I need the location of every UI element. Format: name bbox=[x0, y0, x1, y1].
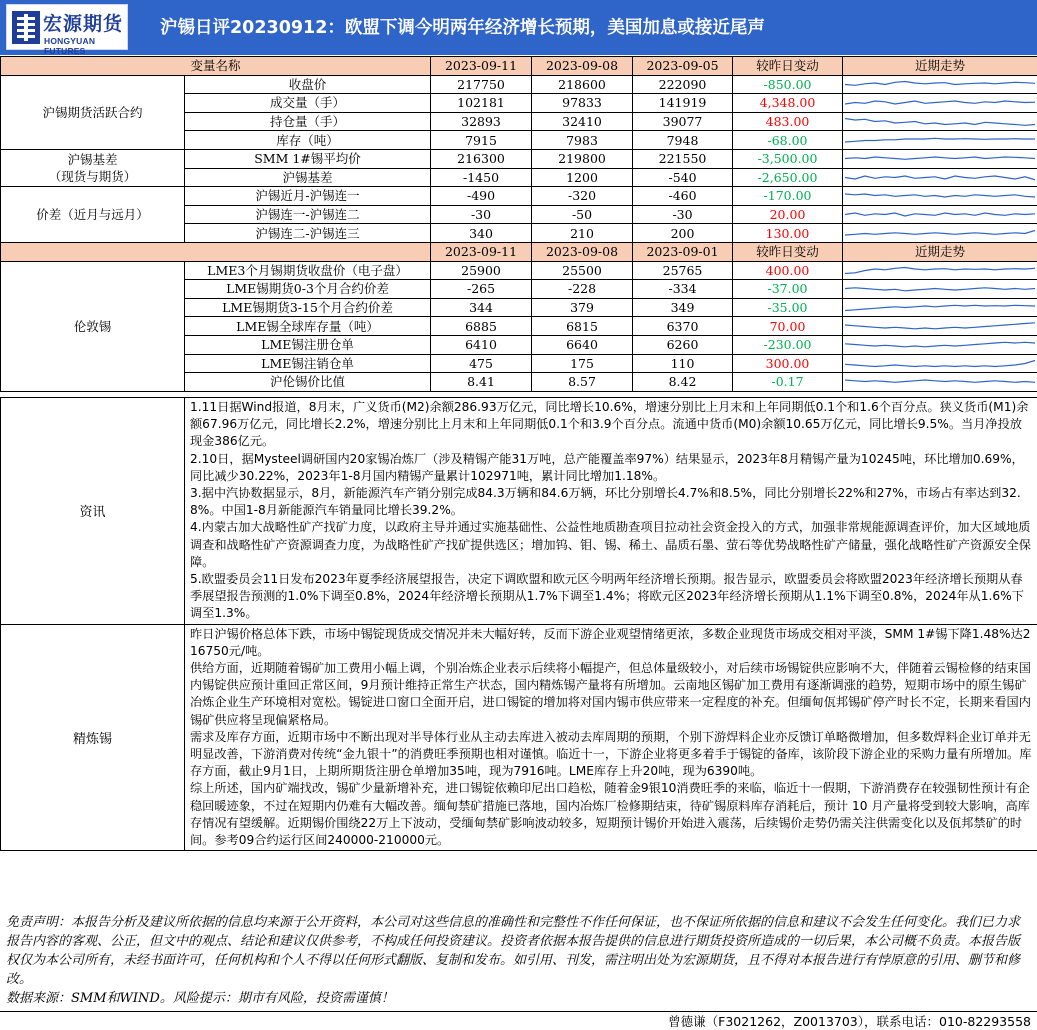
trend-line bbox=[845, 288, 1035, 291]
group-label: 价差（近月与远月） bbox=[1, 187, 185, 243]
value-date-1: 475 bbox=[431, 354, 532, 373]
value-date-3: 349 bbox=[633, 298, 733, 317]
value-date-1: -490 bbox=[431, 187, 532, 206]
trend-cell bbox=[843, 298, 1037, 317]
value-date-2: 6640 bbox=[532, 335, 633, 354]
table-row bbox=[1, 261, 1037, 280]
value-date-1: 25900 bbox=[431, 261, 532, 280]
trend-cell bbox=[843, 75, 1037, 94]
value-date-2: -228 bbox=[532, 280, 633, 299]
news-content bbox=[185, 398, 1037, 625]
trend-line bbox=[845, 213, 1035, 216]
change-value: -3,500.00 bbox=[733, 149, 843, 168]
value-date-2: 218600 bbox=[532, 75, 633, 94]
value-date-1: 340 bbox=[431, 224, 532, 243]
value-date-1: -265 bbox=[431, 280, 532, 299]
value-date-1: -1450 bbox=[431, 168, 532, 187]
data-source-text: 数据来源：SMM和WIND。风险提示：期市有风险，投资需谨慎！ bbox=[6, 991, 394, 1006]
news-label: 资讯 bbox=[1, 398, 185, 625]
trend-line bbox=[845, 305, 1035, 310]
variable-name: 成交量（手） bbox=[185, 94, 431, 113]
news-item: 5.欧盟委员会11日发布2023年夏季经济展望报告，决定下调欧盟和欧元区今明两年经济增长预期。报告显示，欧盟委员会将欧盟2023年经济增长预期从春季展望报告预测的1.0%下调至0.8%，2024年经济增长预期从1.7%下调至1.4%；将欧元区2023年经济增长预期从1.1%下调至0.8%，2024年从1.6%下调至1.3%。 bbox=[190, 572, 1024, 621]
change-value: 4,348.00 bbox=[733, 94, 843, 113]
logo-english-name: HONGYUAN FUTURES bbox=[44, 36, 96, 56]
value-date-1: 102181 bbox=[431, 94, 532, 113]
change-value: -2,650.00 bbox=[733, 168, 843, 187]
header-change: 较昨日变动 bbox=[733, 57, 843, 76]
trend-cell bbox=[843, 354, 1037, 373]
table-row bbox=[1, 187, 1037, 206]
value-date-1: 32893 bbox=[431, 112, 532, 131]
trend-line bbox=[845, 101, 1035, 104]
news-item: 3.据中汽协数据显示，8月，新能源汽车产销分别完成84.3万辆和84.6万辆，环比分别增长4.7%和8.5%，同比分别增长22%和27%，市场占有率达到32.8%。中国1-8月新能源汽车销量同比增长39.2%。 bbox=[190, 486, 1021, 518]
title-banner bbox=[0, 0, 1037, 55]
trend-line bbox=[845, 230, 1035, 235]
analysis-row bbox=[1, 624, 1037, 851]
value-date-3: 39077 bbox=[633, 112, 733, 131]
table-row bbox=[1, 149, 1037, 168]
trend-line bbox=[845, 157, 1035, 159]
value-date-1: 6885 bbox=[431, 317, 532, 336]
header-trend: 近期走势 bbox=[843, 242, 1037, 261]
disclaimer bbox=[0, 910, 1037, 1010]
change-value: 483.00 bbox=[733, 112, 843, 131]
trend-cell bbox=[843, 187, 1037, 206]
trend-line bbox=[845, 343, 1035, 348]
value-date-3: 141919 bbox=[633, 94, 733, 113]
value-date-3: -30 bbox=[633, 205, 733, 224]
trend-line bbox=[845, 119, 1035, 126]
trend-sparkline bbox=[845, 77, 1035, 92]
header-date-3: 2023-09-05 bbox=[633, 57, 733, 76]
trend-line bbox=[845, 176, 1035, 180]
group-label: 沪锡期货活跃合约 bbox=[1, 75, 185, 149]
trend-cell bbox=[843, 280, 1037, 299]
analysis-paragraph: 需求及库存方面，近期市场中不断出现对半导体行业从主动去库进入被动去库周期的预期，个别下游焊料企业亦反馈订单略微增加，但多数焊料企业订单并无明显改善，下游消费对传统“金九银十”的消费旺季预期也相对谨慎。临近十一，下游企业将更多着手于锡锭的备库，该阶段下游企业的采购力量有所增加。库存方面，截止9月1日，上期所期货注册仓单增加35吨，现为7916吨。LME库存上升20吨，现为6390吨。 bbox=[190, 729, 1032, 779]
header-date-2: 2023-09-08 bbox=[532, 57, 633, 76]
value-date-1: 7915 bbox=[431, 131, 532, 150]
trend-sparkline bbox=[845, 356, 1035, 371]
trend-cell bbox=[843, 335, 1037, 354]
analyst-contact: 曾德谦（F3021262，Z0013703），联系电话：010-82293558 bbox=[0, 1011, 1037, 1030]
trend-sparkline bbox=[845, 133, 1035, 148]
value-date-2: 8.57 bbox=[532, 373, 633, 392]
trend-cell bbox=[843, 317, 1037, 336]
variable-name: SMM 1#锡平均价 bbox=[185, 149, 431, 168]
report-title: 沪锡日评20230912：欧盟下调今明两年经济增长预期，美国加息或接近尾声 bbox=[160, 18, 765, 38]
trend-line bbox=[845, 380, 1035, 382]
value-date-3: 222090 bbox=[633, 75, 733, 94]
trend-sparkline bbox=[845, 95, 1035, 110]
value-date-3: 7948 bbox=[633, 131, 733, 150]
news-item: 1.11日据Wind报道，8月末，广义货币(M2)余额286.93万亿元，同比增长10.6%，增速分别比上月末和上年同期低0.1个和1.6个百分点。狭义货币(M1)余额67.96万亿元，同比增长2.2%，增速分别比上月末和上年同期低0.1个和3.9个百分点。流通中货币(M0)余额10.65万亿元，同比增长9.5%。当月净投放现金386亿元。 bbox=[190, 400, 1029, 449]
variable-name: 沪锡连二-沪锡连三 bbox=[185, 224, 431, 243]
trend-line bbox=[845, 322, 1035, 328]
value-date-3: 200 bbox=[633, 224, 733, 243]
header-date-3: 2023-09-01 bbox=[633, 242, 733, 261]
value-date-2: -50 bbox=[532, 205, 633, 224]
value-date-3: 6370 bbox=[633, 317, 733, 336]
table-header-row bbox=[1, 57, 1037, 76]
trend-cell bbox=[843, 131, 1037, 150]
value-date-2: 219800 bbox=[532, 149, 633, 168]
trend-sparkline bbox=[845, 226, 1035, 241]
value-date-3: 221550 bbox=[633, 149, 733, 168]
trend-cell bbox=[843, 94, 1037, 113]
table-header-row-lme bbox=[1, 242, 1037, 261]
header-variable-name: 变量名称 bbox=[1, 57, 431, 76]
value-date-2: 379 bbox=[532, 298, 633, 317]
variable-name: 沪锡近月-沪锡连一 bbox=[185, 187, 431, 206]
value-date-1: 6410 bbox=[431, 335, 532, 354]
header-date-2: 2023-09-08 bbox=[532, 242, 633, 261]
variable-name: 沪锡基差 bbox=[185, 168, 431, 187]
header-change: 较昨日变动 bbox=[733, 242, 843, 261]
value-date-2: 175 bbox=[532, 354, 633, 373]
trend-sparkline bbox=[845, 300, 1035, 315]
change-value: 70.00 bbox=[733, 317, 843, 336]
variable-name: LME锡期货3-15个月合约价差 bbox=[185, 298, 431, 317]
trend-line bbox=[845, 194, 1035, 197]
variable-name: LME锡注册仓单 bbox=[185, 335, 431, 354]
trend-cell bbox=[843, 224, 1037, 243]
change-value: -35.00 bbox=[733, 298, 843, 317]
market-data-table bbox=[0, 56, 1037, 392]
trend-line bbox=[845, 267, 1035, 273]
trend-line bbox=[845, 138, 1035, 142]
value-date-3: -460 bbox=[633, 187, 733, 206]
value-date-1: -30 bbox=[431, 205, 532, 224]
group-label: 沪锡基差 （现货与期货） bbox=[1, 149, 185, 186]
trend-cell bbox=[843, 149, 1037, 168]
value-date-2: 1200 bbox=[532, 168, 633, 187]
news-item: 2.10日，据Mysteel调研国内20家锡冶炼厂（涉及精锡产能31万吨，总产能覆盖率97%）结果显示，2023年8月精锡产量为10245吨，环比增加0.69%，同比减少30.22%，2023年1-8月国内精锡产量累计102971吨，累计同比增加1.18%。 bbox=[190, 451, 1024, 483]
news-item: 4.内蒙古加大战略性矿产找矿力度，以政府主导并通过实施基础性、公益性地质勘查项目拉动社会资金投入的方式，加强非常规能源调查评价，加大区域地质调查和战略性矿产资源调查力度，为战略性矿产找矿提供选区；增加钨、钼、锡、稀土、晶质石墨、萤石等优势战略性矿产储量，强化战略性矿产资源安全保障。 bbox=[190, 520, 1031, 569]
trend-cell bbox=[843, 112, 1037, 131]
trend-cell bbox=[843, 168, 1037, 187]
variable-name: LME锡注销仓单 bbox=[185, 354, 431, 373]
variable-name: 收盘价 bbox=[185, 75, 431, 94]
value-date-2: -320 bbox=[532, 187, 633, 206]
trend-sparkline bbox=[845, 319, 1035, 334]
header-date-1: 2023-09-11 bbox=[431, 57, 532, 76]
analysis-paragraph: 供给方面，近期随着锡矿加工费用小幅上调，个别冶炼企业表示后续将小幅提产，但总体量级较小，对后续市场锡锭供应影响不大，伴随着云锡检修的结束国内锡锭供应预计重回正常区间，9月预计维持正常生产状态，国内精炼锡产量将有所增加。云南地区锡矿加工费用有逐渐调涨的趋势，短期市场中的原生锡矿冶炼企业生产环境相对宽松。锡锭进口窗口全面开启，进口锡锭的增加将对国内锡市供应带来一定程度的补充。但缅甸佤邦锡矿停产时长不定，长期来看国内锡矿供应将呈现偏紧格局。 bbox=[190, 661, 1031, 727]
change-value: -68.00 bbox=[733, 131, 843, 150]
analysis-label: 精炼锡 bbox=[1, 624, 185, 851]
value-date-3: -334 bbox=[633, 280, 733, 299]
analysis-paragraph: 综上所述，国内矿端找改，锡矿少量新增补充，进口锡锭依赖印尼出口趋松，随着金9银10消费旺季的来临，临近十一假期，下游消费存在较强韧性预计有企稳回暖迹象，不过在短期内仍难有大幅改善。缅甸禁矿措施已落地，国内冶炼厂检修期结束，待矿锡原料库存消耗后，预计 10 月产量将受到较大影响，高库存情况有望缓解。近期锡价围绕22万上下波动，受缅甸禁矿影响波动较多，短期预计锡价开始进入震荡，后续锡价走势仍需关注供需变化以及佤邦禁矿的时间。参考09合约运行区间240000-210000元。 bbox=[190, 781, 1030, 848]
news-row bbox=[1, 398, 1037, 625]
header-date-1: 2023-09-11 bbox=[431, 242, 532, 261]
trend-sparkline bbox=[845, 263, 1035, 278]
disclaimer-text: 免责声明：本报告分析及建议所依据的信息均来源于公开资料，本公司对这些信息的准确性和完整性不作任何保证，也不保证所依据的信息和建议不会发生任何变化。我们已力求报告内容的客观、公正，但文中的观点、结论和建议仅供参考，不构成任何投资建议。投资者依据本报告提供的信息进行期货投资所造成的一切后果，本公司概不负责。本报告版权仅为本公司所有，未经书面许可，任何机构和个人不得以任何形式翻版、复制和发布。如引用、刊发，需注明出处为宏源期货，且不得对本报告进行有悖原意的引用、删节和修改。 bbox=[6, 915, 1021, 987]
value-date-2: 32410 bbox=[532, 112, 633, 131]
variable-name: 持仓量（手） bbox=[185, 112, 431, 131]
company-logo bbox=[6, 4, 128, 56]
value-date-2: 210 bbox=[532, 224, 633, 243]
analysis-paragraph: 昨日沪锡价格总体下跌，市场中锡锭现货成交情况并未大幅好转，反而下游企业观望情绪更浓，多数企业现货市场成交相对平淡，SMM 1#锡下降1.48%达216750元/吨。 bbox=[190, 626, 1031, 658]
trend-line bbox=[845, 360, 1035, 366]
trend-sparkline bbox=[845, 170, 1035, 185]
trend-sparkline bbox=[845, 281, 1035, 296]
change-value: -170.00 bbox=[733, 187, 843, 206]
change-value: -37.00 bbox=[733, 280, 843, 299]
value-date-1: 8.41 bbox=[431, 373, 532, 392]
value-date-2: 7983 bbox=[532, 131, 633, 150]
variable-name: 沪伦锡价比值 bbox=[185, 373, 431, 392]
variable-name: LME3个月锡期货收盘价（电子盘） bbox=[185, 261, 431, 280]
change-value: 130.00 bbox=[733, 224, 843, 243]
table-row bbox=[1, 75, 1037, 94]
trend-sparkline bbox=[845, 337, 1035, 352]
variable-name: LME锡全球库存量（吨） bbox=[185, 317, 431, 336]
value-date-3: 110 bbox=[633, 354, 733, 373]
trend-line bbox=[845, 81, 1035, 85]
logo-chinese-name: 宏源期货 bbox=[43, 13, 124, 35]
value-date-1: 217750 bbox=[431, 75, 532, 94]
analysis-content bbox=[185, 624, 1037, 851]
trend-cell bbox=[843, 373, 1037, 392]
value-date-2: 6815 bbox=[532, 317, 633, 336]
value-date-1: 344 bbox=[431, 298, 532, 317]
group-label: 伦敦锡 bbox=[1, 261, 185, 391]
trend-cell bbox=[843, 205, 1037, 224]
value-date-3: 25765 bbox=[633, 261, 733, 280]
value-date-3: 6260 bbox=[633, 335, 733, 354]
trend-sparkline bbox=[845, 374, 1035, 389]
change-value: -230.00 bbox=[733, 335, 843, 354]
trend-sparkline bbox=[845, 207, 1035, 222]
variable-name: LME锡期货0-3个月合约价差 bbox=[185, 280, 431, 299]
value-date-1: 216300 bbox=[431, 149, 532, 168]
trend-sparkline bbox=[845, 151, 1035, 166]
variable-name: 沪锡连一-沪锡连二 bbox=[185, 205, 431, 224]
hongyuan-logo-icon bbox=[12, 11, 40, 44]
commentary-table bbox=[0, 397, 1037, 851]
value-date-3: 8.42 bbox=[633, 373, 733, 392]
change-value: -0.17 bbox=[733, 373, 843, 392]
header-trend: 近期走势 bbox=[843, 57, 1037, 76]
value-date-3: -540 bbox=[633, 168, 733, 187]
change-value: -850.00 bbox=[733, 75, 843, 94]
header-blank bbox=[1, 242, 431, 261]
variable-name: 库存（吨） bbox=[185, 131, 431, 150]
trend-sparkline bbox=[845, 188, 1035, 203]
change-value: 20.00 bbox=[733, 205, 843, 224]
value-date-2: 25500 bbox=[532, 261, 633, 280]
trend-sparkline bbox=[845, 114, 1035, 129]
change-value: 400.00 bbox=[733, 261, 843, 280]
trend-cell bbox=[843, 261, 1037, 280]
change-value: 300.00 bbox=[733, 354, 843, 373]
value-date-2: 97833 bbox=[532, 94, 633, 113]
